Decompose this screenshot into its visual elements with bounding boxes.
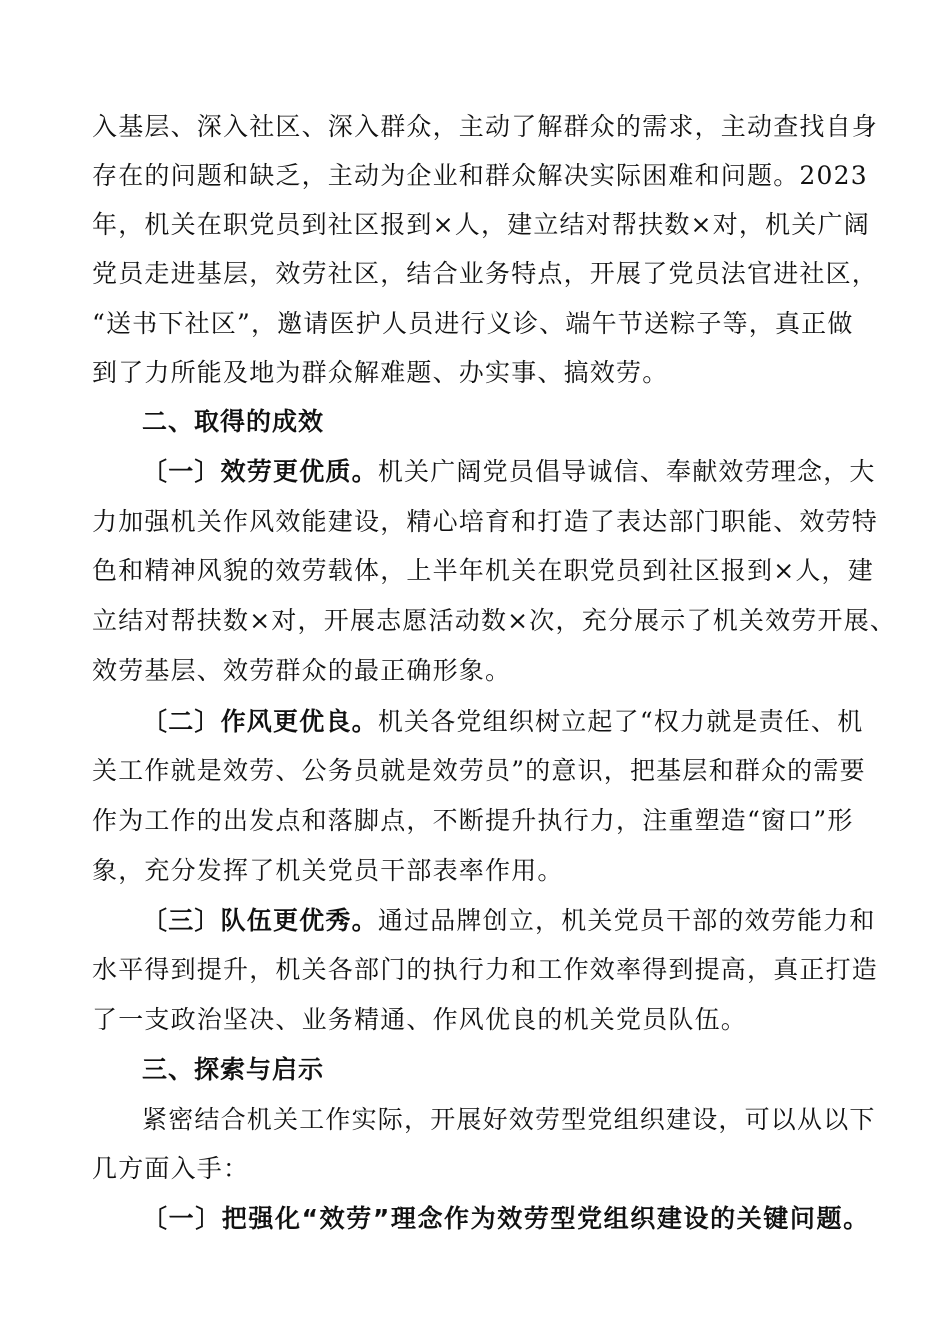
paragraph-line: 紧密结合机关工作实际，开展好效劳型党组织建设，可以从以下 — [142, 1105, 876, 1134]
item-lead-title: 〔二〕作风更优良。 — [142, 707, 378, 736]
paragraph-line: 立结对帮扶数×对，开展志愿活动数×次，充分展示了机关效劳开展、 — [92, 606, 897, 635]
paragraph-line: 几方面入手： — [92, 1154, 250, 1183]
paragraph-line: 作为工作的出发点和落脚点，不断提升执行力，注重塑造“窗口”形 — [92, 806, 854, 835]
paragraph-line: 入基层、深入社区、深入群众，主动了解群众的需求，主动查找自身 — [92, 112, 879, 141]
subsection-heading: 〔一〕把强化“效劳”理念作为效劳型党组织建设的关键问题。 — [142, 1204, 870, 1233]
paragraph-line: 关工作就是效劳、公务员就是效劳员”的意识，把基层和群众的需要 — [92, 756, 866, 785]
paragraph-line: “送书下社区”，邀请医护人员进行义诊、端午节送粽子等，真正做 — [92, 309, 854, 338]
item-first-line — [142, 896, 876, 946]
paragraph-line: 年，机关在职党员到社区报到×人，建立结对帮扶数×对，机关广阔 — [92, 210, 870, 239]
section-heading-achievements: 二、取得的成效 — [142, 407, 325, 436]
paragraph-line: 力加强机关作风效能建设，精心培育和打造了表达部门职能、效劳特 — [92, 507, 879, 536]
item-first-text: 机关广阔党员倡导诚信、奉献效劳理念，大 — [377, 457, 876, 486]
paragraph-line: 到了力所能及地为群众解难题、办实事、搞效劳。 — [92, 358, 669, 387]
item-lead-title: 〔三〕队伍更优秀。 — [142, 906, 378, 935]
item-first-text: 机关各党组织树立起了“权力就是责任、机 — [377, 707, 864, 736]
paragraph-line: 存在的问题和缺乏，主动为企业和群众解决实际困难和问题。2023 — [92, 161, 868, 190]
item-first-text: 通过品牌创立，机关党员干部的效劳能力和 — [377, 906, 876, 935]
paragraph-line: 效劳基层、效劳群众的最正确形象。 — [92, 656, 512, 685]
item-first-line — [142, 447, 876, 497]
item-first-line — [142, 697, 863, 747]
section-heading-exploration: 三、探索与启示 — [142, 1055, 325, 1084]
item-lead-title: 〔一〕效劳更优质。 — [142, 457, 378, 486]
paragraph-line: 色和精神风貌的效劳载体，上半年机关在职党员到社区报到×人，建 — [92, 556, 874, 585]
paragraph-line: 党员走进基层，效劳社区，结合业务特点，开展了党员法官进社区， — [92, 259, 879, 288]
paragraph-line: 水平得到提升，机关各部门的执行力和工作效率得到提高，真正打造 — [92, 955, 879, 984]
paragraph-line: 象，充分发挥了机关党员干部表率作用。 — [92, 856, 564, 885]
paragraph-line: 了一支政治坚决、业务精通、作风优良的机关党员队伍。 — [92, 1005, 748, 1034]
